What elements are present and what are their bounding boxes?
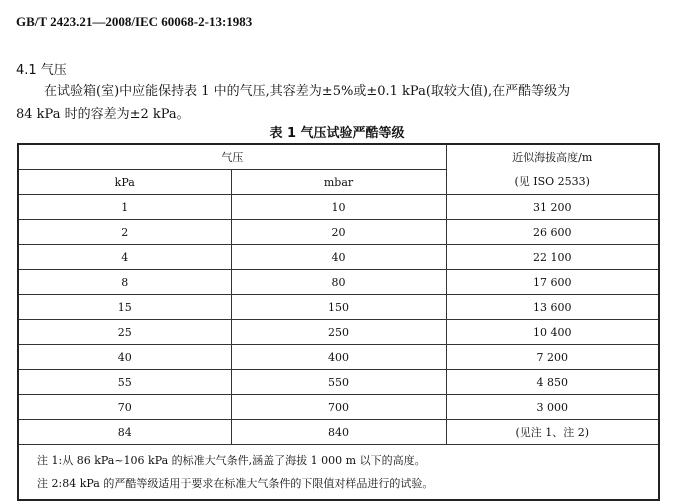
cell-kpa: 84 <box>18 420 231 445</box>
header-pressure: 气压 <box>18 144 446 170</box>
cell-kpa: 15 <box>18 295 231 320</box>
cell-kpa: 40 <box>18 345 231 370</box>
cell-altitude: (见注 1、注 2) <box>446 420 659 445</box>
cell-altitude: 13 600 <box>446 295 659 320</box>
cell-kpa: 8 <box>18 270 231 295</box>
cell-altitude: 4 850 <box>446 370 659 395</box>
cell-kpa: 25 <box>18 320 231 345</box>
table-notes <box>18 445 659 501</box>
header-altitude <box>446 144 659 195</box>
standard-number: GB/T 2423.21—2008/IEC 60068-2-13:1983 <box>16 14 253 29</box>
cell-mbar: 700 <box>231 395 446 420</box>
cell-altitude: 22 100 <box>446 245 659 270</box>
cell-altitude: 17 600 <box>446 270 659 295</box>
cell-mbar: 250 <box>231 320 446 345</box>
paragraph-line-1: 在试验箱(室)中应能保持表 1 中的气压,其容差为±5%或±0.1 kPa(取较大值),在严酷等级为 <box>44 84 571 99</box>
table-row <box>18 320 659 345</box>
table-row <box>18 245 659 270</box>
table-row <box>18 395 659 420</box>
table-row <box>18 220 659 245</box>
section-heading: 4.1 气压 <box>16 63 67 78</box>
cell-mbar: 400 <box>231 345 446 370</box>
paragraph-line-2: 84 kPa 时的容差为±2 kPa。 <box>16 107 190 122</box>
cell-mbar: 550 <box>231 370 446 395</box>
pressure-severity-table <box>17 143 660 501</box>
cell-altitude: 26 600 <box>446 220 659 245</box>
header-altitude-ref: (见 ISO 2533) <box>514 174 590 188</box>
cell-mbar: 40 <box>231 245 446 270</box>
table-caption: 表 1 气压试验严酷等级 <box>269 126 405 141</box>
table-row <box>18 345 659 370</box>
header-mbar: mbar <box>231 170 446 195</box>
cell-kpa: 2 <box>18 220 231 245</box>
header-altitude-label: 近似海拔高度/m <box>512 150 593 164</box>
cell-kpa: 4 <box>18 245 231 270</box>
header-kpa: kPa <box>18 170 231 195</box>
cell-kpa: 55 <box>18 370 231 395</box>
cell-altitude: 3 000 <box>446 395 659 420</box>
note-1: 注 1:从 86 kPa~106 kPa 的标准大气条件,涵盖了海拔 1 000 m 以下的高度。 <box>37 454 426 467</box>
table-row <box>18 270 659 295</box>
cell-kpa: 1 <box>18 195 231 220</box>
cell-kpa: 70 <box>18 395 231 420</box>
cell-mbar: 150 <box>231 295 446 320</box>
note-2: 注 2:84 kPa 的严酷等级适用于要求在标准大气条件的下限值对样品进行的试验。 <box>37 477 434 490</box>
table-row <box>18 295 659 320</box>
cell-altitude: 31 200 <box>446 195 659 220</box>
cell-mbar: 80 <box>231 270 446 295</box>
cell-altitude: 10 400 <box>446 320 659 345</box>
cell-altitude: 7 200 <box>446 345 659 370</box>
cell-mbar: 20 <box>231 220 446 245</box>
table-row <box>18 420 659 445</box>
cell-mbar: 10 <box>231 195 446 220</box>
cell-mbar: 840 <box>231 420 446 445</box>
table-row <box>18 370 659 395</box>
table-row <box>18 195 659 220</box>
